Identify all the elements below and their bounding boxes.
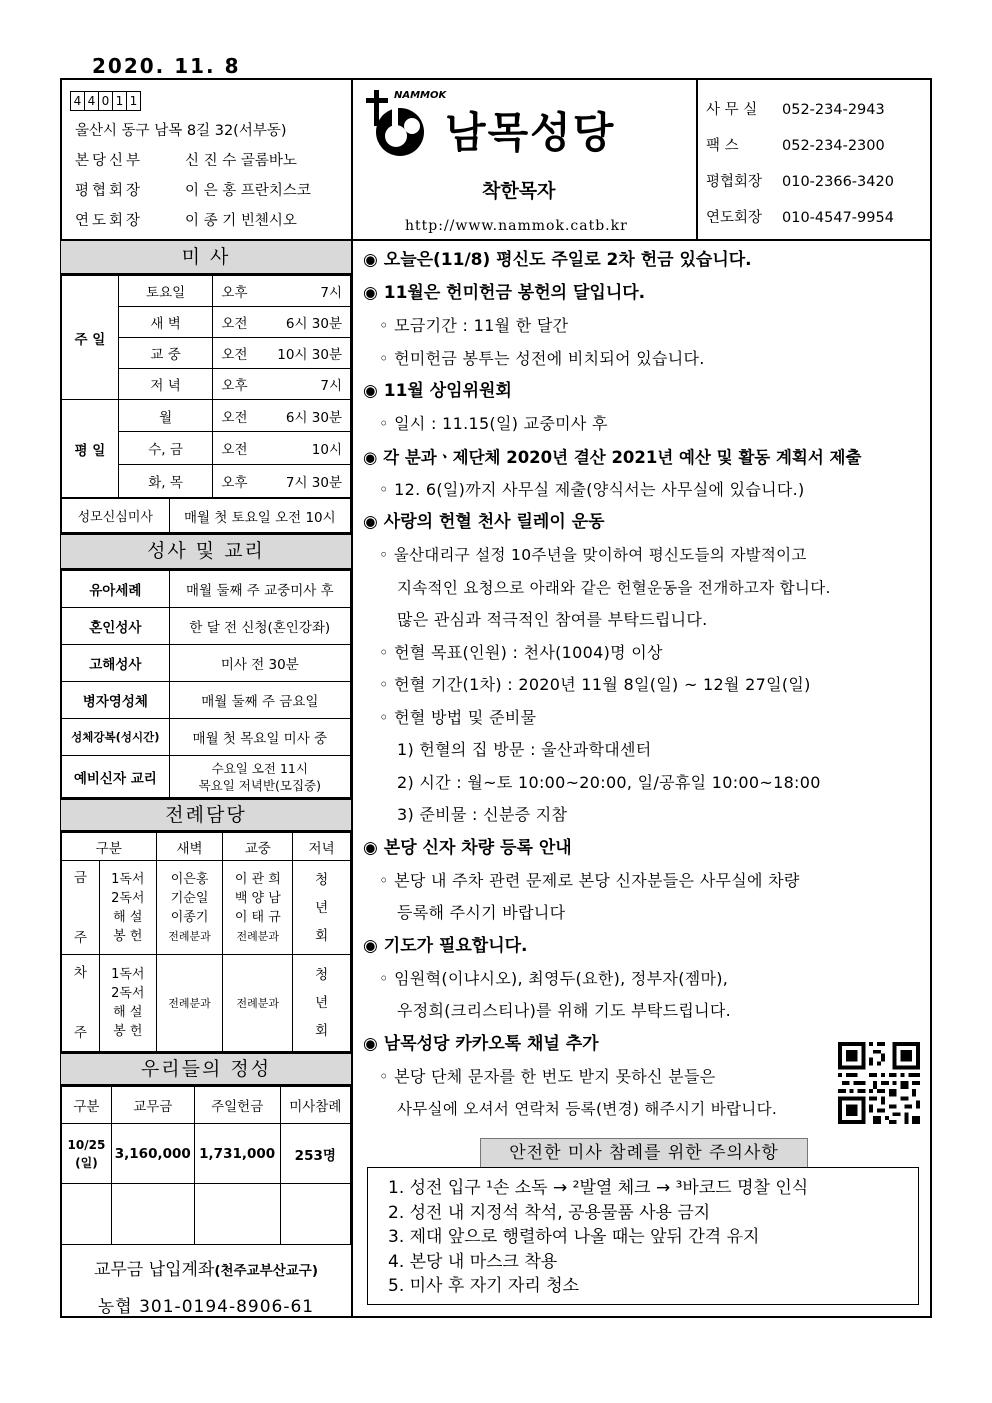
column-divider [351,78,353,1318]
mass-table: 주 일 토요일 오후 7시 새 벽 오전 6시 30분 교 중 오전 10시 30분 저 녁 오후 7시 평 일 월 오전 6시 30분 수, 금 오전 10시 화, 목 오후 7시 30분 [61,275,351,498]
liturgy-title: 전례담당 [61,798,351,832]
sacraments-table: 유아세례 매월 둘째 주 교중미사 후 혼인성사 한 달 전 신청(혼인강좌) 고해성사 미사 전 30분 병자영성체 매월 둘째 주 금요일 성체강복(성시간) 매월 첫 목요일 미사 중 예비신자 교리 수요일 오전 11시 목요일 저녁반(모집중) [61,570,351,798]
notice-7: ◉ 기도가 필요합니다. [363,935,528,956]
header-info [70,88,350,236]
offerings-title: 우리들의 정성 [61,1052,351,1086]
notices: ◉ 오늘은(11/8) 평신도 주일로 2차 헌금 있습니다. ◉ 11월은 헌미헌금 봉헌의 달입니다. ◦ 모금기간 : 11월 한 달간 ◦ 헌미헌금 봉투는 성전에 비치되어 있습니다. ◉ 11월 상임위원회 ◦ 일시 : 11.15(일) 교중미사 후 ◉ 각 분과ㆍ제단체 2020년 결산 2021년 예산 및 활동 계획서 제출 ◦ 12. 6(일)까지 사무실 제출(양식서는 사무실에 있습니다.) ◉ 사랑의 헌혈 천사 릴레이 운동 ◦ 울산대리구 설정 10주년을 맞이하여 평신도들의 자발적이고 지속적인 요청으로 아래와 같은 헌혈운동을 전개하고자 합니다. 많은 관심과 적극적인 참여를 부탁드립니다. ◦ 헌혈 목표(인원) : 천사(1004)명 이상 ◦ 헌혈 기간(1차) : 2020년 11월 8일(일) ~ 12월 27일(일) ◦ 헌혈 방법 및 준비물 1) 헌혈의 집 방문 : 울산과학대센터 2) 시간 : 월~토 10:00~20:00, 일/공휴일 10:00~18:00 3) 준비물 : 신분증 지참 ◉ 본당 신자 차량 등록 안내 ◦ 본당 내 주차 관련 문제로 본당 신자분들은 사무실에 차량 등록해 주시기 바랍니다 ◉ 기도가 필요합니다. ◦ 임원혁(이냐시오), 최영두(요한), 정부자(젬마), 우정희(크리스티나)를 위해 기도 부탁드립니다. ◉ 남목성당 카카오톡 채널 추가 ◦ 본당 단체 문자를 한 번도 받지 못하신 분들은 사무실에 오셔서 연락처 등록(변경) 해주시기 바랍니다. [355,244,930,1126]
caution-item: 5. 미사 후 자기 자리 청소 [388,1276,580,1296]
contact-list [706,92,894,236]
caution-item: 1. 성전 입구 ¹손 소독 → ²발열 체크 → ³바코드 명찰 인식 [388,1178,809,1198]
contact-office: 사 무 실 052-234-2943 [706,102,885,118]
left-column [61,241,351,1317]
caution-item: 3. 제대 앞으로 행렬하여 나올 때는 앞뒤 간격 유지 [388,1227,760,1247]
pastor-row: 본당신부 신 진 수 골롬바노 [75,153,297,169]
bulletin-date: 2020. 11. 8 [92,54,241,78]
contact-fax: 팩 스 052-234-2300 [706,138,885,154]
notice-6: ◉ 본당 신자 차량 등록 안내 [363,837,572,858]
caution-item: 4. 본당 내 마스크 착용 [388,1251,558,1272]
notice-1: ◉ 오늘은(11/8) 평신도 주일로 2차 헌금 있습니다. [363,250,752,270]
mass-title: 미 사 [61,241,351,275]
memorial-president-row: 연도회장 이 종 기 빈첸시오 [75,213,297,229]
weekday-label: 평 일 [62,400,119,498]
sunday-label: 주 일 [62,276,119,400]
notice-8: ◉ 남목성당 카카오톡 채널 추가 [363,1033,599,1054]
notice-3: ◉ 11월 상임위원회 [363,381,512,401]
postal-code: 4 4 0 1 1 [70,91,141,111]
address: 울산시 동구 남목 8길 32(서부동) [75,123,287,139]
account-label: 교무금 납입계좌(천주교부산교구) [94,1260,318,1280]
logo-small-text: NAMMOK [394,90,447,101]
church-name: 남목성당 [445,108,616,157]
header-divider [696,78,698,240]
offerings-table: 구분 교무금 주일헌금 미사참례 10/25 (일) 3,160,000 1,731,000 253명 [61,1086,351,1245]
notice-5: ◉ 사랑의 헌혈 천사 릴레이 운동 [363,512,605,532]
sunday-title: 착한목자 [482,180,556,202]
contact-council: 평협회장 010-2366-3420 [706,174,894,190]
notice-2: ◉ 11월은 헌미헌금 봉헌의 달입니다. [363,283,646,303]
contact-memorial: 연도회장 010-4547-9954 [706,210,894,226]
sacred-heart-row: 성모신심미사 매월 첫 토요일 오전 10시 [61,498,351,533]
council-president-row: 평협회장 이 은 홍 프란치스코 [75,183,311,199]
account-number: 농협 301-0194-8906-61 [97,1297,315,1317]
liturgy-table: 구분 새벽 교중 저녁 금 주 1독서 2독서 해 설 봉 헌 이은홍 기순일 이종기 전례분과 이 관 희 백 양 남 이 태 규 전례분과 청 년 회 차 주 1독서 2독서 해 설 봉 헌 전례분과 전례분과 청 년 회 [61,832,351,1052]
caution-title: 안전한 미사 참례를 위한 주의사항 [480,1138,808,1168]
caution-item: 2. 성전 내 지정석 착석, 공용물품 사용 금지 [388,1202,711,1223]
sacraments-title: 성사 및 교리 [61,533,351,570]
qr-code-icon[interactable] [838,1042,920,1124]
church-url[interactable]: http://www.nammok.catb.kr [405,218,628,234]
caution-list [367,1167,919,1305]
notice-4: ◉ 각 분과ㆍ제단체 2020년 결산 2021년 예산 및 활동 계획서 제출 [363,447,862,467]
